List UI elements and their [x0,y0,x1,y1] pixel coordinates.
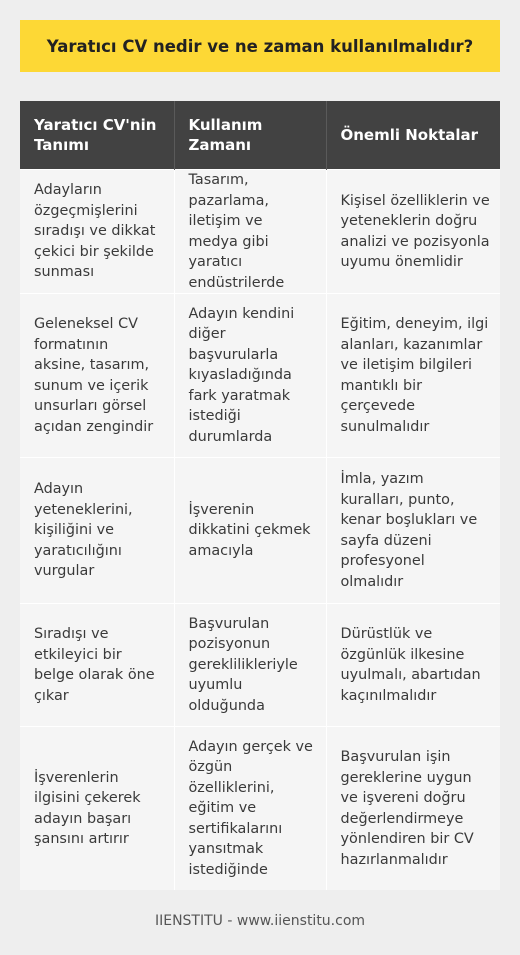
footer-credit: IIENSTITU - www.iienstitu.com [154,913,366,929]
title-banner [20,20,500,72]
table-cell: Geleneksel CV formatının aksine, tasarım, sunum ve içerik unsurları görsel açıdan zengindir [20,294,174,458]
table-cell: Başvurulan pozisyonun gereklilikleriyle uyumlu olduğunda [174,604,326,727]
table-cell: Adayın gerçek ve özgün özelliklerini, eğitim ve sertifikalarını yansıtmak istediğinde [174,727,326,891]
table-cell: İşverenlerin ilgisini çekerek adayın başarı şansını artırır [20,727,174,891]
table-cell: İmla, yazım kuralları, punto, kenar boşlukları ve sayfa düzeni profesyonel olmalıdır [326,458,500,604]
table-cell: Adayın yeteneklerini, kişiliğini ve yaratıcılığını vurgular [20,458,174,604]
table-cell: Kişisel özelliklerin ve yeteneklerin doğru analizi ve pozisyonla uyumu önemlidir [326,170,500,294]
column-header-usage-time: Kullanım Zamanı [174,101,326,170]
table-cell: Sıradışı ve etkileyici bir belge olarak öne çıkar [20,604,174,727]
table-row [20,604,500,727]
page-title: Yaratıcı CV nedir ve ne zaman kullanılmalıdır? [46,36,474,56]
info-table [20,101,500,890]
column-header-definition: Yaratıcı CV'nin Tanımı [20,101,174,170]
table-cell: Eğitim, deneyim, ilgi alanları, kazanımlar ve iletişim bilgileri mantıklı bir çerçevede sunulmalıdır [326,294,500,458]
table-cell: İşverenin dikkatini çekmek amacıyla [174,458,326,604]
table-cell: Adayların özgeçmişlerini sıradışı ve dikkat çekici bir şekilde sunması [20,170,174,294]
table-cell: Tasarım, pazarlama, iletişim ve medya gibi yaratıcı endüstrilerde [174,170,326,294]
table-row [20,170,500,294]
table-header-row [20,101,500,170]
table-row [20,727,500,891]
table-row [20,458,500,604]
table-cell: Başvurulan işin gereklerine uygun ve işvereni doğru değerlendirmeye yönlendiren bir CV hazırlanmalıdır [326,727,500,891]
table-row [20,294,500,458]
table-cell: Adayın kendini diğer başvurularla kıyasladığında fark yaratmak istediği durumlarda [174,294,326,458]
table-cell: Dürüstlük ve özgünlük ilkesine uyulmalı, abartıdan kaçınılmalıdır [326,604,500,727]
column-header-key-points: Önemli Noktalar [326,101,500,170]
